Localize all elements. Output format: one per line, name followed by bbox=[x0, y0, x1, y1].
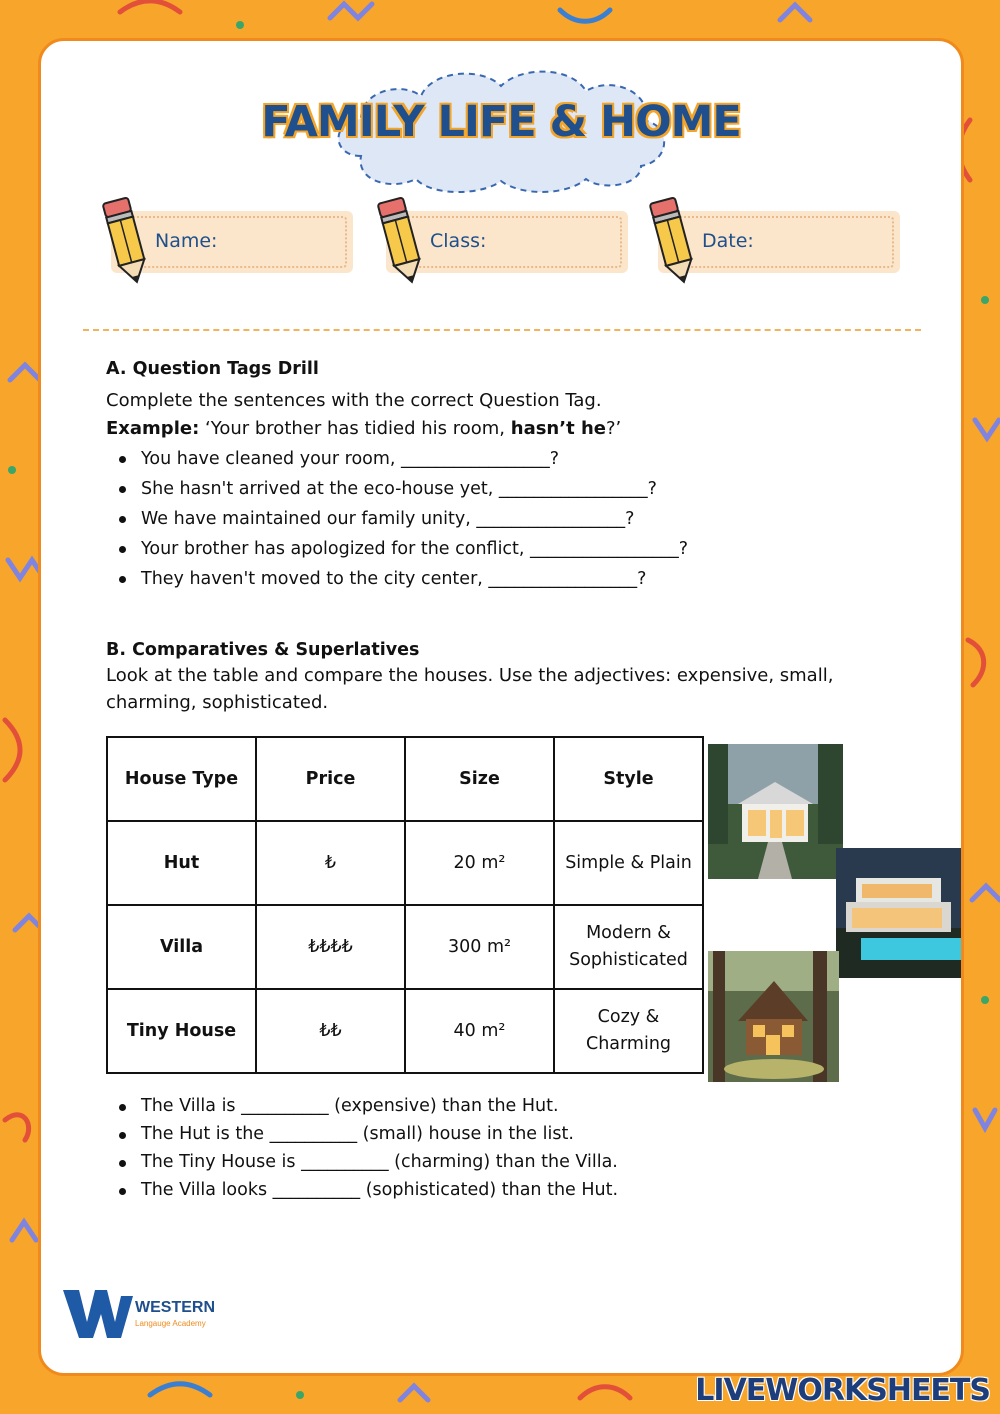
svg-text:Langauge Academy: Langauge Academy bbox=[135, 1319, 206, 1328]
table-cell: 300 m² bbox=[405, 905, 554, 989]
section-b-instruction: Look at the table and compare the houses. Use the adjectives: expensive, small, charming, sophisticated. bbox=[106, 665, 834, 713]
section-b-heading: B. Comparatives & Superlatives bbox=[106, 640, 420, 660]
table-header-cell: House Type bbox=[107, 737, 256, 821]
page-title: FAMILY LIFE & HOME bbox=[261, 97, 741, 147]
example-answer: hasn’t he bbox=[510, 418, 606, 439]
worksheet-card bbox=[38, 38, 964, 1376]
table-cell: Cozy & Charming bbox=[554, 989, 703, 1073]
comparative-item[interactable]: The Tiny House is __________ (charming) than the Villa. bbox=[106, 1148, 906, 1176]
example-label: Example: bbox=[106, 418, 200, 439]
comparative-item[interactable]: The Villa looks __________ (sophisticated) than the Hut. bbox=[106, 1176, 906, 1204]
pencil-icon bbox=[646, 195, 702, 287]
pencil-icon bbox=[374, 195, 430, 287]
divider bbox=[83, 329, 921, 331]
question-tag-list bbox=[106, 444, 906, 594]
table-cell: 20 m² bbox=[405, 821, 554, 905]
table-header-cell: Price bbox=[256, 737, 405, 821]
table-header-row bbox=[107, 737, 703, 821]
question-tag-item[interactable]: Your brother has apologized for the conflict, _________________? bbox=[106, 534, 906, 564]
table-cell: Modern & Sophisticated bbox=[554, 905, 703, 989]
date-label: Date: bbox=[702, 230, 754, 252]
svg-text:WESTERN: WESTERN bbox=[135, 1299, 215, 1316]
section-a-heading: A. Question Tags Drill bbox=[106, 359, 319, 379]
table-header-cell: Size bbox=[405, 737, 554, 821]
table-row bbox=[107, 989, 703, 1073]
class-label: Class: bbox=[430, 230, 487, 252]
table-cell: Tiny House bbox=[107, 989, 256, 1073]
section-a-example bbox=[106, 415, 906, 443]
table-cell: ₺₺₺₺ bbox=[256, 905, 405, 989]
class-field[interactable] bbox=[386, 211, 628, 273]
table-cell: 40 m² bbox=[405, 989, 554, 1073]
comparative-list bbox=[106, 1092, 906, 1204]
question-tag-item[interactable]: You have cleaned your room, _________________? bbox=[106, 444, 906, 474]
question-tag-item[interactable]: She hasn't arrived at the eco-house yet, _________________? bbox=[106, 474, 906, 504]
section-a-instruction: Complete the sentences with the correct Question Tag. bbox=[106, 390, 602, 411]
table-cell: ₺₺ bbox=[256, 989, 405, 1073]
example-end: ?’ bbox=[605, 418, 622, 439]
table-row bbox=[107, 821, 703, 905]
comparative-item[interactable]: The Hut is the __________ (small) house in the list. bbox=[106, 1120, 906, 1148]
question-tag-item[interactable]: We have maintained our family unity, _________________? bbox=[106, 504, 906, 534]
example-text: ‘Your brother has tidied his room, bbox=[199, 418, 511, 439]
house-table bbox=[106, 736, 704, 1074]
date-field[interactable] bbox=[658, 211, 900, 273]
name-label: Name: bbox=[155, 230, 218, 252]
table-row bbox=[107, 905, 703, 989]
table-cell: ₺ bbox=[256, 821, 405, 905]
hut-photo bbox=[708, 744, 843, 879]
comparative-item[interactable]: The Villa is __________ (expensive) than the Hut. bbox=[106, 1092, 906, 1120]
liveworksheets-brand[interactable]: LIVEWORKSHEETS bbox=[695, 1373, 990, 1408]
table-cell: Hut bbox=[107, 821, 256, 905]
table-cell: Villa bbox=[107, 905, 256, 989]
western-logo-icon bbox=[61, 1286, 241, 1342]
question-tag-item[interactable]: They haven't moved to the city center, _________________? bbox=[106, 564, 906, 594]
tiny-house-photo bbox=[708, 951, 839, 1082]
name-field[interactable] bbox=[111, 211, 353, 273]
pencil-icon bbox=[99, 195, 155, 287]
table-header-cell: Style bbox=[554, 737, 703, 821]
villa-photo bbox=[836, 848, 964, 978]
table-cell: Simple & Plain bbox=[554, 821, 703, 905]
